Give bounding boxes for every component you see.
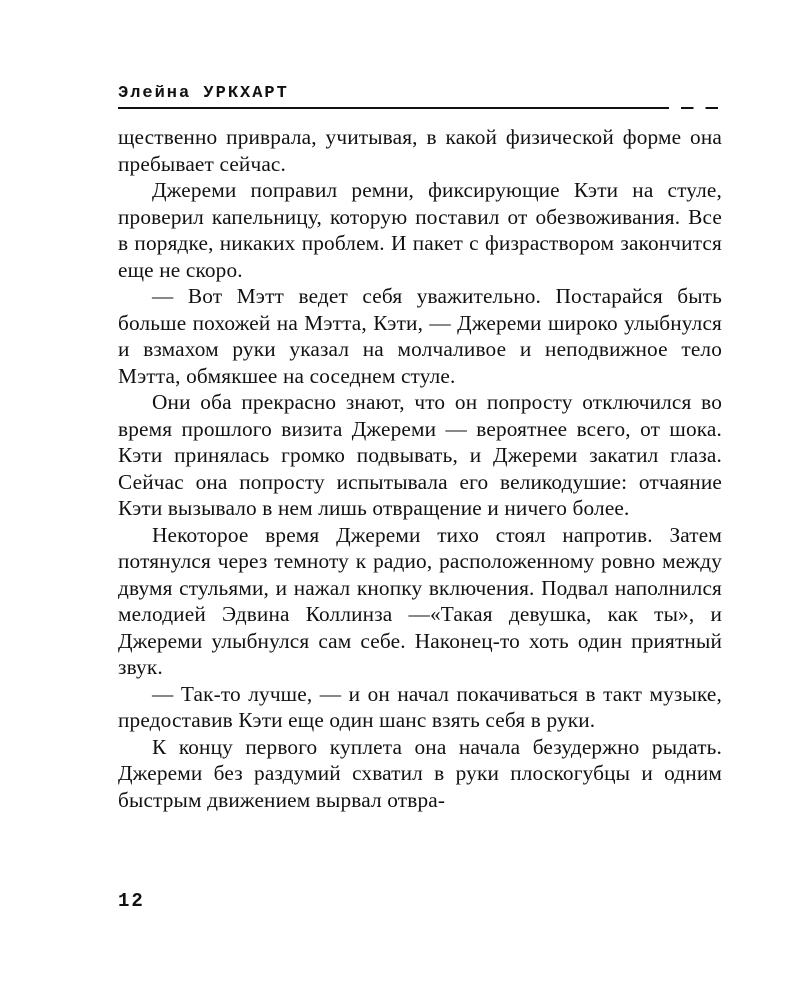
- paragraph: Они оба прекрасно знают, что он попросту отключился во время прошлого визита Джереми — вероятнее всего, от шока. Кэти принялась громко подвывать, и Джереми закатил глаза. Сейчас она попросту испытывала его великодушие: отчаяние Кэти вызывало в нем лишь отвращение и ничего более.: [118, 390, 722, 520]
- paragraph: Джереми поправил ремни, фиксирующие Кэти на стуле, проверил капельницу, которую поставил от обезвоживания. Все в порядке, никаких проблем. И пакет с физраствором закончится еще не скоро.: [118, 178, 722, 282]
- page-number: 12: [118, 890, 145, 912]
- paragraph: — Так-то лучше, — и он начал покачиваться в такт музыке, предоставив Кэти еще один шанс взять себя в руки.: [118, 681, 722, 732]
- running-header: [118, 84, 730, 108]
- header-author-name: Элейна УРКХАРТ: [118, 84, 289, 103]
- paragraph: щественно приврала, учитывая, в какой физической форме она пребывает сейчас.: [118, 125, 722, 176]
- paragraph: Некоторое время Джереми тихо стоял напротив. Затем потянулся через темноту к радио, расположенному ровно между двумя стульями, и нажал кнопку включения. Подвал наполнился мелодией Эдвина Коллинза —«Такая девушка, как ты», и Джереми улыбнулся сам себе. Наконец-то хоть один приятный звук.: [118, 522, 722, 679]
- page-body: [118, 124, 722, 813]
- paragraph: К концу первого куплета она начала безудержно рыдать. Джереми без раздумий схватил в руки плоскогубцы и одним быстрым движением вырвал отвра-: [118, 734, 722, 812]
- header-rule: [118, 107, 730, 109]
- paragraph: — Вот Мэтт ведет себя уважительно. Постарайся быть больше похожей на Мэтта, Кэти, — Джереми широко улыбнулся и взмахом руки указал на молчаливое и неподвижное тело Мэтта, обмякшее на соседнем стуле.: [118, 284, 722, 388]
